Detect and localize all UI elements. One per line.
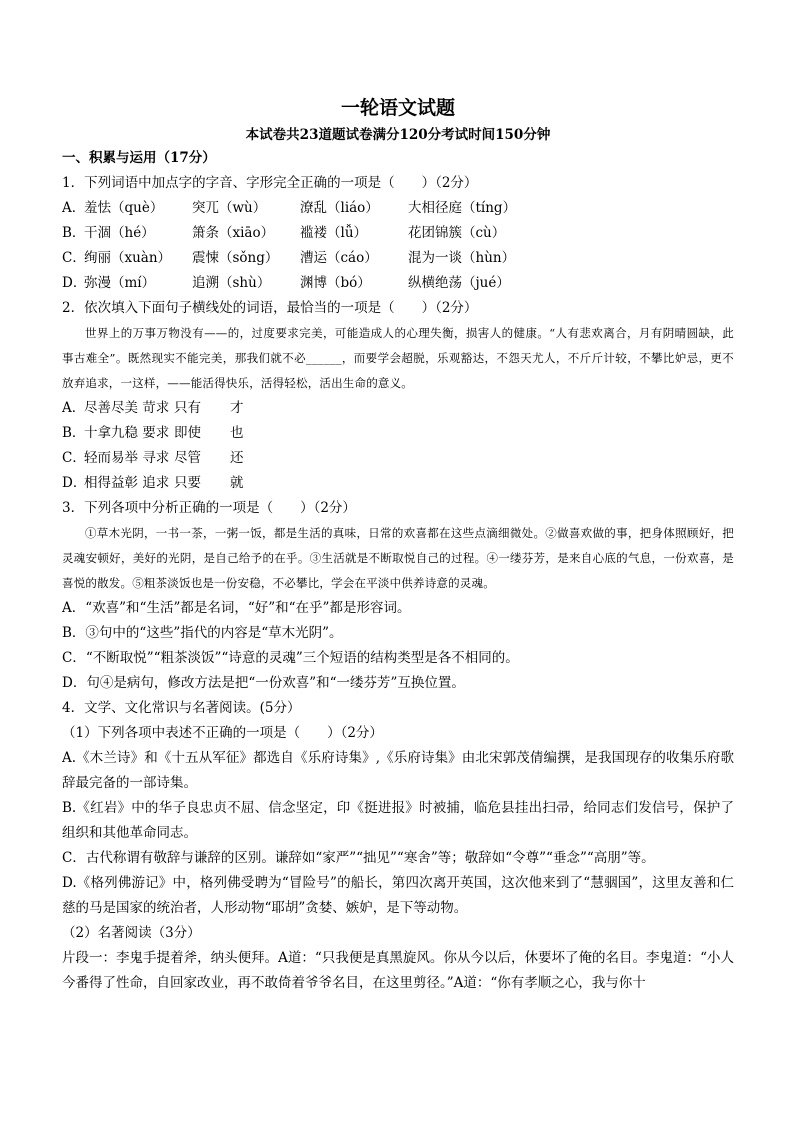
option-label: B．: [62, 225, 86, 241]
option-item: 绚丽（xuàn）: [84, 250, 172, 266]
option-item: 弥漫（mí）: [84, 275, 156, 291]
question-3-stem: 3．下列各项中分析正确的一项是（ ）（2分）: [62, 500, 356, 516]
option-item: 震悚（sǒng）: [192, 250, 279, 266]
option-item: 箫条（xiāo）: [192, 225, 275, 241]
question-2-option-b: [62, 421, 734, 446]
exam-page: [62, 96, 734, 996]
option-item: 也: [230, 425, 244, 441]
question-4-2-fragment: 片段一：李鬼手提着斧，纳头便拜。A道：“只我便是真黑旋风。你从今以后，休要坏了俺的名目。李鬼道：“小人今番得了性命，自回家改业，再不敢倚着爷爷名目，在这里剪径。”A道：“你有孝顺之心，我与你十: [62, 950, 734, 991]
question-2-stem: 2．依次填入下面句子横线处的词语，最恰当的一项是（ ）（2分）: [62, 300, 478, 316]
page-title: 一轮语文试题: [340, 97, 455, 119]
question-1-option-a: [62, 196, 734, 221]
option-item: 羞怯（què）: [84, 200, 164, 216]
option-item: 尽善尽美 苛求: [84, 400, 170, 416]
question-4-1-option-d: D.《格列佛游记》中，格列佛受聘为“冒险号”的船长，第四次离开英国，这次他来到了“慧骃国”，这里友善和仁慈的马是国家的统治者，人形动物“耶胡”贪婪、嫉妒，是下等动物。: [62, 875, 734, 916]
question-4-2-stem: （2）名著阅读（3分）: [62, 925, 201, 941]
question-1-option-d: [62, 271, 734, 296]
option-item: 漕运（cáo）: [300, 250, 378, 266]
option-item: 渊博（bó）: [300, 275, 371, 291]
question-1-option-c: [62, 246, 734, 271]
option-item: 轻而易举 寻求: [84, 450, 170, 466]
option-item: 相得益彰 追求: [84, 475, 170, 491]
option-item: 还: [230, 450, 244, 466]
option-label: C．: [62, 450, 86, 466]
option-item: 十拿九稳 要求: [84, 425, 170, 441]
question-1-option-b: [62, 221, 734, 246]
option-item: 即使: [174, 425, 201, 441]
option-item: 干涸（hé）: [84, 225, 155, 241]
section-heading: 一、积累与运用（17分）: [62, 150, 216, 166]
option-label: B．: [62, 425, 86, 441]
question-3-option-c: C．“不断取悦”“粗茶淡饭”“诗意的灵魂”三个短语的结构类型是各不相同的。: [62, 650, 519, 666]
option-item: 大相径庭（tíng）: [408, 200, 517, 216]
option-item: 纵横绝荡（jué）: [408, 275, 510, 291]
question-2-passage: 世界上的万事万物没有——的，过度要求完美，可能造成人的心理失衡，损害人的健康。“人有悲欢离合，月有阴晴圆缺，此事古难全”。既然现实不能完美，那我们就不必______，而要学会超脱，乐观豁达，不怨天尤人，不斤斤计较，不攀比妒忌，更不放弃追求，一这样，——能活得快乐，活得轻松，活出生命的意义。: [62, 326, 734, 390]
question-4-1-option-b: B.《红岩》中的华子良忠贞不屈、信念坚定，印《挺进报》时被捕，临危县挂出扫帚，给同志们发信号，保护了组织和其他革命同志。: [62, 800, 734, 841]
option-item: 追溯（shù）: [192, 275, 271, 291]
question-2-option-d: [62, 471, 734, 496]
option-label: A．: [62, 200, 86, 216]
question-4-1-option-c: C．古代称谓有敬辞与谦辞的区别。谦辞如“家严”“拙见”“寒舍”等；敬辞如“令尊”“垂念”“高朋”等。: [62, 850, 655, 866]
option-item: 就: [230, 475, 244, 491]
option-label: D．: [62, 475, 87, 491]
question-4-1-option-a: A.《木兰诗》和《十五从军征》都选自《乐府诗集》,《乐府诗集》由北宋郭茂倩编撰，是我国现存的收集乐府歌辞最完备的一部诗集。: [62, 750, 734, 791]
question-1-stem: 1．下列词语中加点字的字音、字形完全正确的一项是（ ）（2分）: [62, 175, 478, 191]
option-label: A．: [62, 400, 86, 416]
option-item: 只要: [174, 475, 201, 491]
question-4-1-stem: （1）下列各项中表述不正确的一项是（ ）（2分）: [62, 725, 383, 741]
question-3-option-d: D．句④是病句，修改方法是把“一份欢喜”和“一缕芬芳”互换位置。: [62, 675, 465, 691]
option-label: D．: [62, 275, 87, 291]
option-item: 褴褛（lǚ）: [300, 225, 368, 241]
option-item: 花团锦簇（cù）: [408, 225, 506, 241]
question-2-option-a: [62, 396, 734, 421]
question-3-passage: ①草木光阴，一书一茶，一粥一饭，都是生活的真味，日常的欢喜都在这些点滴细微处。②做喜欢做的事，把身体照顾好，把灵魂安顿好，美好的光阴，是自己给予的在乎。③生活就是不断取悦自己的过程。④一缕芬芳，是来自心底的气息，一份欢喜，是喜悦的散发。⑤粗茶淡饭也是一份安稳，不必攀比，学会在平淡中供养诗意的灵魂。: [62, 526, 734, 590]
option-item: 突兀（wù）: [192, 200, 267, 216]
question-4-stem: 4．文学、文化常识与名著阅读。(5分）: [62, 700, 301, 716]
option-item: 混为一谈（hùn）: [408, 250, 516, 266]
option-item: 潦乱（liáo）: [300, 200, 379, 216]
option-item: 只有: [174, 400, 201, 416]
option-label: C．: [62, 250, 86, 266]
exam-info: 本试卷共23道题试卷满分120分考试时间150分钟: [245, 127, 551, 143]
question-2-option-c: [62, 446, 734, 471]
option-item: 尽管: [174, 450, 201, 466]
question-3-option-b: B．③句中的“这些”指代的内容是“草木光阴”。: [62, 625, 343, 641]
question-3-option-a: A．“欢喜”和“生活”都是名词，“好”和“在乎”都是形容词。: [62, 600, 411, 616]
option-item: 才: [230, 400, 244, 416]
